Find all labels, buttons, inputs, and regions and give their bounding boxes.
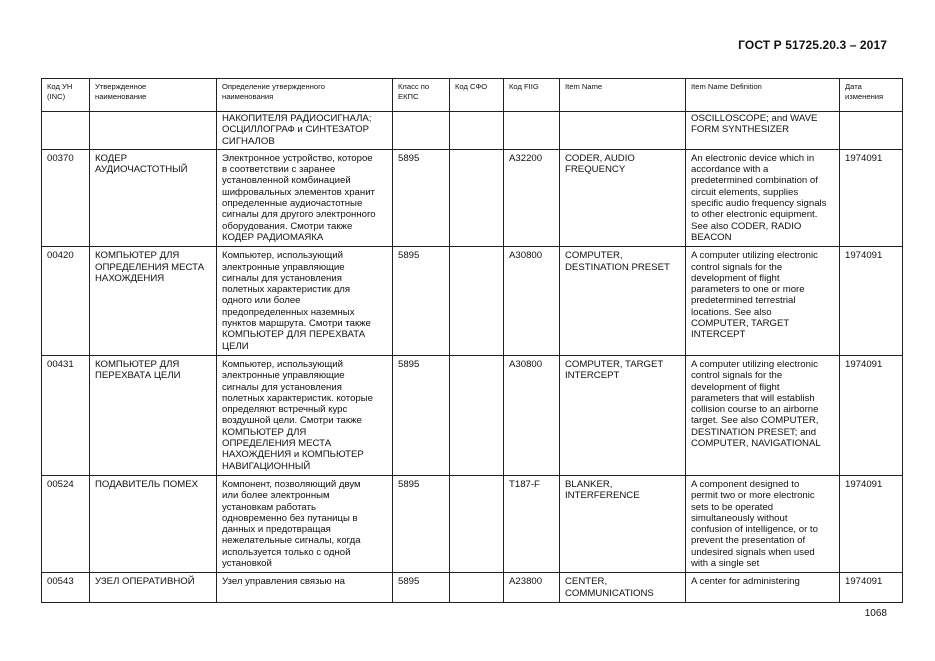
table-row <box>42 247 903 356</box>
cell-code: 00524 <box>42 475 90 572</box>
cell-code: 00543 <box>42 573 90 603</box>
cell-sfo <box>450 573 504 603</box>
page-number: 1068 <box>864 608 887 619</box>
table-body <box>42 112 903 603</box>
table-row <box>42 355 903 475</box>
cell-item-name <box>560 112 686 150</box>
cell-item-name: CENTER, COMMUNICATIONS <box>560 573 686 603</box>
cell-definition-ru: НАКОПИТЕЛЯ РАДИОСИГНАЛА; ОСЦИЛЛОГРАФ и СИНТЕЗАТОР СИГНАЛОВ <box>217 112 393 150</box>
cell-definition-ru: Компьютер, использующий электронные управляющие сигналы для установления полетных характеристик. которые определяют встречный курс воздушной цели. Смотри также КОМПЬЮТЕР ДЛЯ ОПРЕДЕЛЕНИЯ МЕСТА НАХОЖДЕНИЯ и КОМПЬЮТЕР НАВИГАЦИОННЫЙ <box>217 355 393 475</box>
cell-name-ru: КОМПЬЮТЕР ДЛЯ ОПРЕДЕЛЕНИЯ МЕСТА НАХОЖДЕНИЯ <box>90 247 217 356</box>
cell-item-definition: A computer utilizing electronic control signals for the development of flight parameters that will establish collision course to an airborne target. See also COMPUTER, DESTINATION PRESET; and COMPUTER, NAVIGATIONAL <box>686 355 840 475</box>
cell-class: 5895 <box>393 573 450 603</box>
col-header-sfo: Код СФО <box>450 79 504 112</box>
nomenclature-table <box>41 78 903 603</box>
cell-item-name: BLANKER, INTERFERENCE <box>560 475 686 572</box>
col-header-name-ru: Утвержденное наименование <box>90 79 217 112</box>
cell-class <box>393 112 450 150</box>
cell-date: 1974091 <box>840 149 903 246</box>
cell-date: 1974091 <box>840 573 903 603</box>
cell-item-name: COMPUTER, TARGET INTERCEPT <box>560 355 686 475</box>
table-header-row <box>42 79 903 112</box>
cell-item-name: CODER, AUDIO FREQUENCY <box>560 149 686 246</box>
cell-item-definition: OSCILLOSCOPE; and WAVE FORM SYNTHESIZER <box>686 112 840 150</box>
cell-fiig: A32200 <box>504 149 560 246</box>
cell-fiig: A30800 <box>504 247 560 356</box>
table-row <box>42 475 903 572</box>
cell-item-name: COMPUTER, DESTINATION PRESET <box>560 247 686 356</box>
cell-fiig: T187-F <box>504 475 560 572</box>
cell-name-ru: КОДЕР АУДИОЧАСТОТНЫЙ <box>90 149 217 246</box>
col-header-definition-ru: Определение утвержденного наименования <box>217 79 393 112</box>
cell-item-definition: A center for administering <box>686 573 840 603</box>
cell-sfo <box>450 149 504 246</box>
cell-code: 00431 <box>42 355 90 475</box>
cell-name-ru <box>90 112 217 150</box>
col-header-item-name: Item Name <box>560 79 686 112</box>
cell-class: 5895 <box>393 149 450 246</box>
table-row <box>42 112 903 150</box>
cell-code <box>42 112 90 150</box>
cell-definition-ru: Узел управления связью на <box>217 573 393 603</box>
cell-name-ru: УЗЕЛ ОПЕРАТИВНОЙ <box>90 573 217 603</box>
cell-date <box>840 112 903 150</box>
cell-sfo <box>450 475 504 572</box>
cell-class: 5895 <box>393 247 450 356</box>
col-header-fiig: Код FIIG <box>504 79 560 112</box>
cell-sfo <box>450 355 504 475</box>
cell-definition-ru: Электронное устройство, которое в соответствии с заранее установленной комбинацией шифровальных элементов хранит определенные аудиочастотные сигналы для другого электронного оборудования. Смотри также КОДЕР РАДИОМАЯКА <box>217 149 393 246</box>
col-header-code: Код УН (INC) <box>42 79 90 112</box>
cell-name-ru: ПОДАВИТЕЛЬ ПОМЕХ <box>90 475 217 572</box>
cell-class: 5895 <box>393 475 450 572</box>
cell-item-definition: A component designed to permit two or more electronic sets to be operated simultaneously without confusion of intelligence, or to prevent the presentation of undesired signals when used with a single set <box>686 475 840 572</box>
cell-class: 5895 <box>393 355 450 475</box>
cell-date: 1974091 <box>840 355 903 475</box>
cell-fiig: A30800 <box>504 355 560 475</box>
cell-sfo <box>450 247 504 356</box>
cell-name-ru: КОМПЬЮТЕР ДЛЯ ПЕРЕХВАТА ЦЕЛИ <box>90 355 217 475</box>
cell-definition-ru: Компьютер, использующий электронные управляющие сигналы для установления полетных характеристик для одного или более предопределенных наземных пунктов маршрута. Смотри также КОМПЬЮТЕР ДЛЯ ПЕРЕХВАТА ЦЕЛИ <box>217 247 393 356</box>
cell-sfo <box>450 112 504 150</box>
cell-item-definition: A computer utilizing electronic control signals for the development of flight parameters to one or more predetermined terrestrial locations. See also COMPUTER, TARGET INTERCEPT <box>686 247 840 356</box>
table-row <box>42 573 903 603</box>
cell-item-definition: An electronic device which in accordance with a predetermined combination of circuit elements, supplies specific audio frequency signals to other electronic equipment. See also CODER, RADIO BEACON <box>686 149 840 246</box>
cell-date: 1974091 <box>840 247 903 356</box>
col-header-item-definition: Item Name Definition <box>686 79 840 112</box>
cell-fiig <box>504 112 560 150</box>
cell-fiig: A23800 <box>504 573 560 603</box>
document-standard-title: ГОСТ Р 51725.20.3 – 2017 <box>738 38 887 52</box>
col-header-date: Дата изменения <box>840 79 903 112</box>
cell-code: 00370 <box>42 149 90 246</box>
table-row <box>42 149 903 246</box>
cell-definition-ru: Компонент, позволяющий двум или более электронным установкам работать одновременно без путаницы в данных и предотвращая нежелательные сигналы, когда используется только с одной установкой <box>217 475 393 572</box>
cell-date: 1974091 <box>840 475 903 572</box>
cell-code: 00420 <box>42 247 90 356</box>
col-header-class: Класс по ЕКПС <box>393 79 450 112</box>
